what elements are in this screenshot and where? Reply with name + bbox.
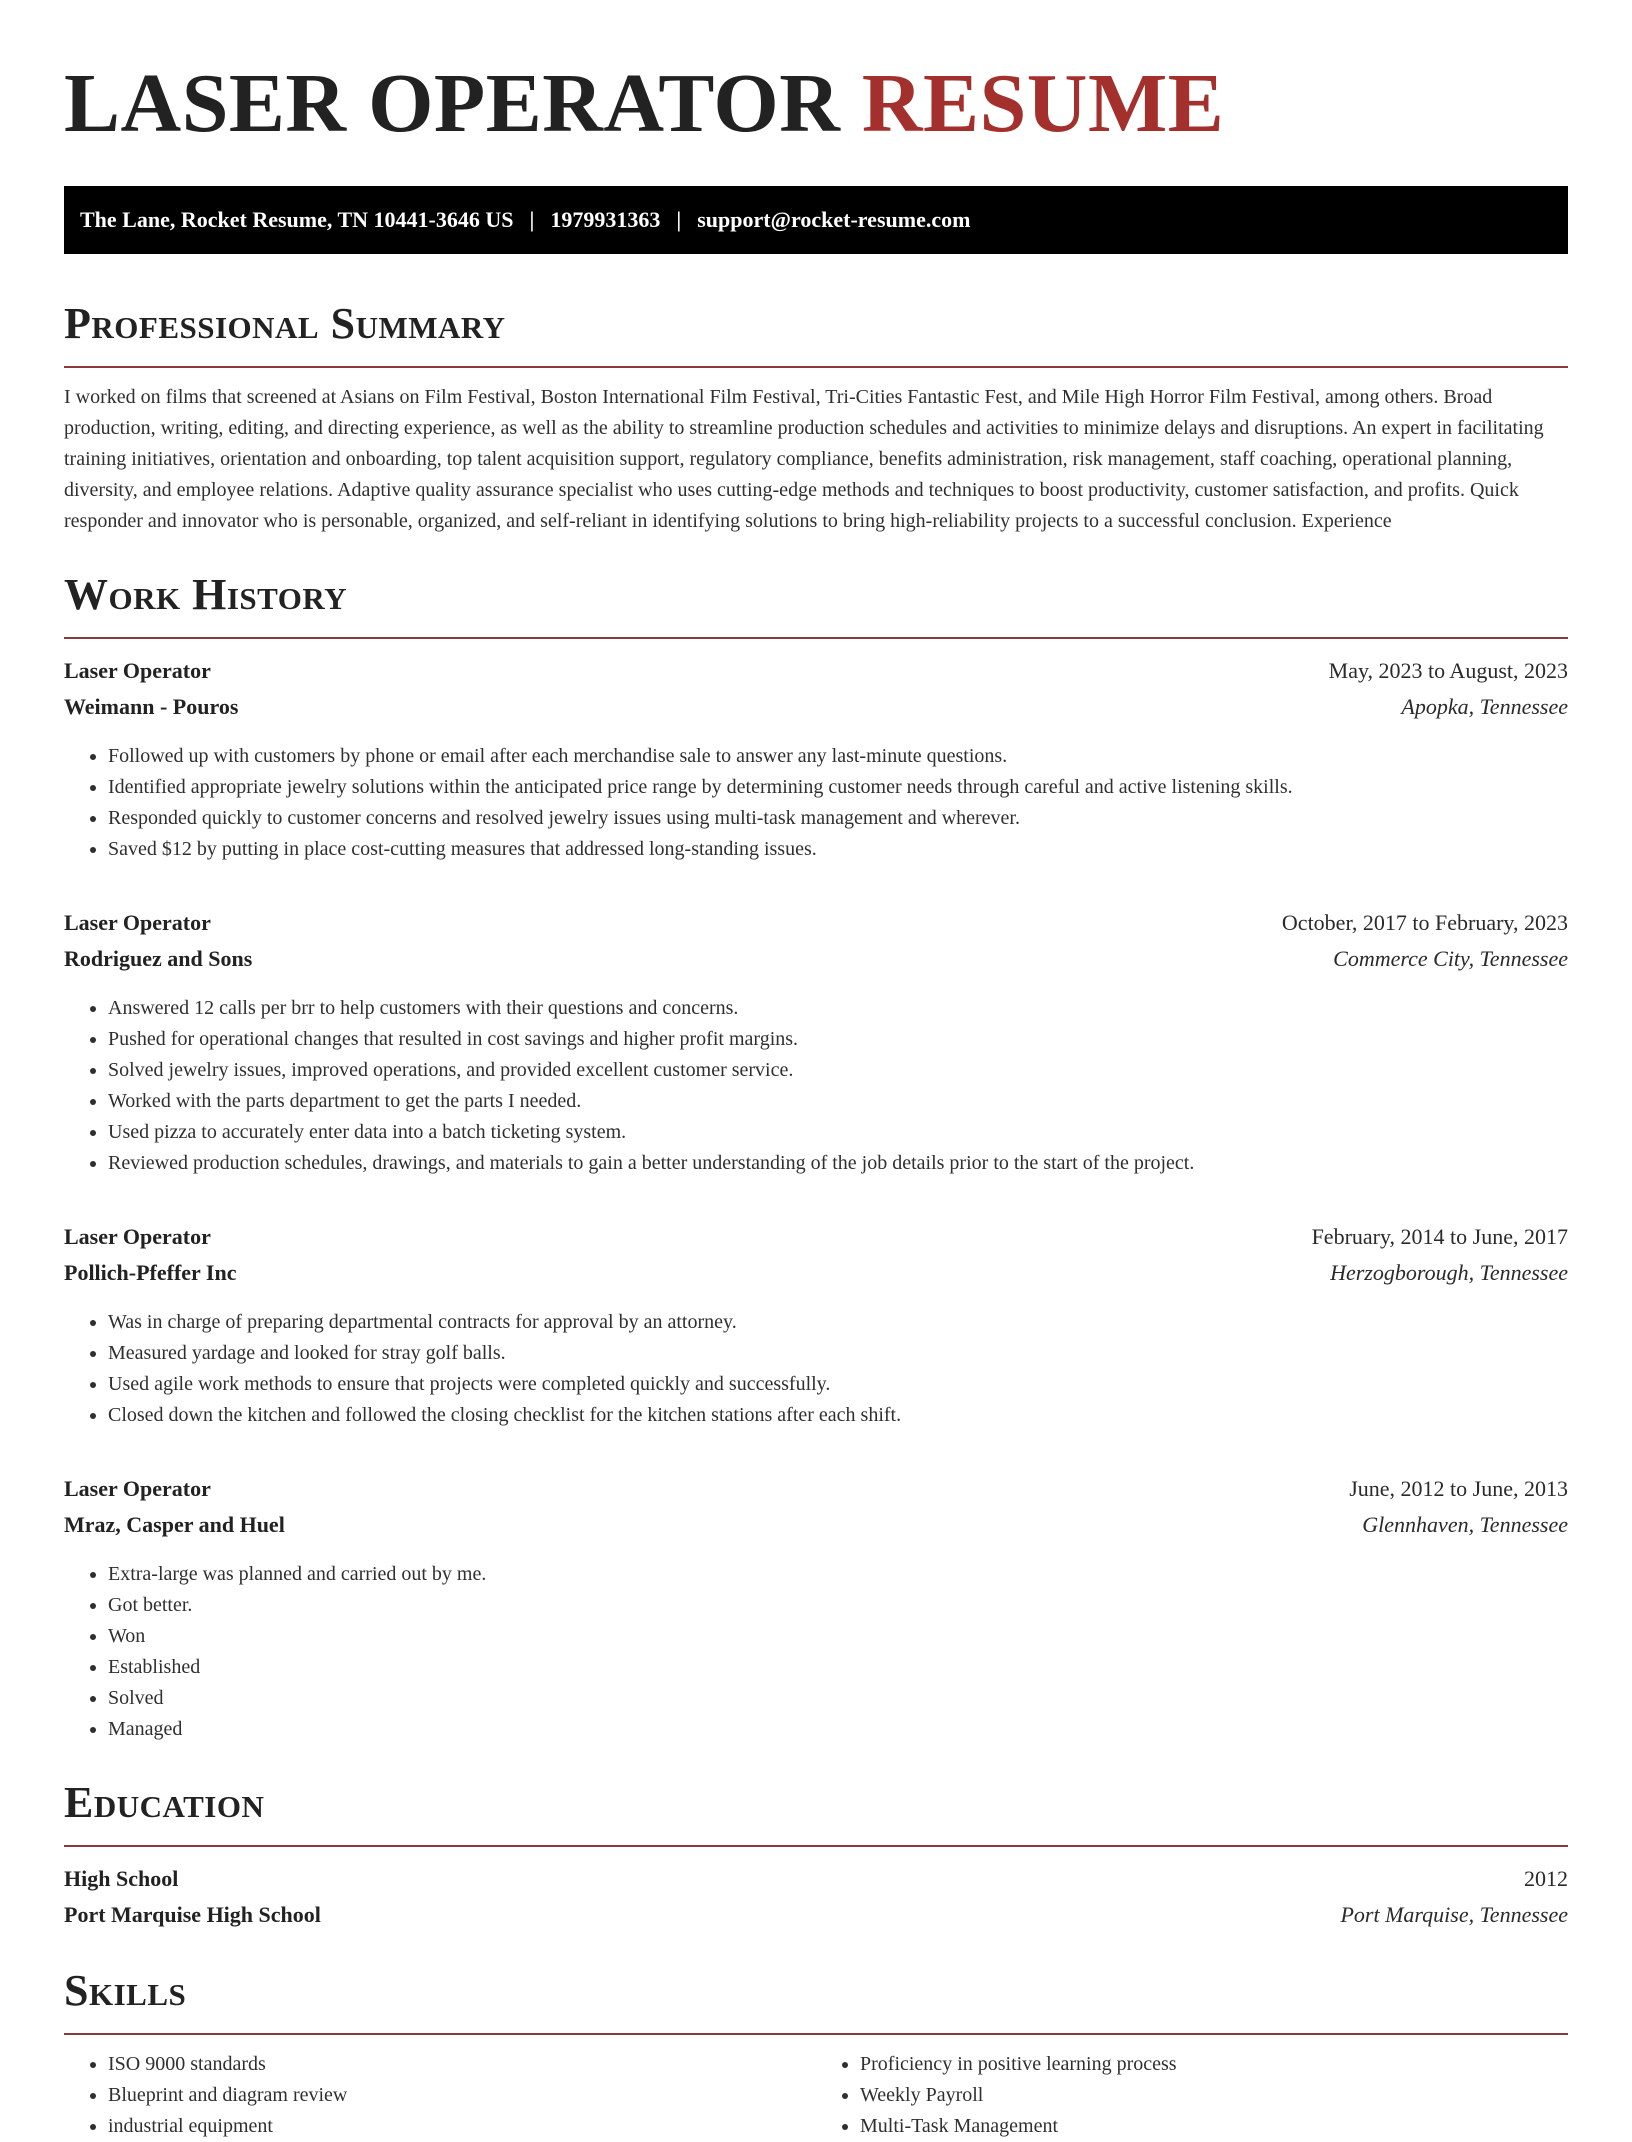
job-bullets xyxy=(64,993,1568,1179)
job-bullet: • Reviewed production schedules, drawings, and materials to gain a better understanding of the job details prior to the start of the project. xyxy=(108,1148,1568,1179)
contact-separator: | xyxy=(676,207,682,232)
skill-item: • Multi-Task Management xyxy=(860,2111,1568,2142)
job-title-row xyxy=(64,1219,1568,1255)
skills-section xyxy=(64,1965,1568,2142)
job-title-row xyxy=(64,1471,1568,1507)
skill-item: • Proficiency in positive learning process xyxy=(860,2049,1568,2080)
job-dates: October, 2017 to February, 2023 xyxy=(1281,910,1568,935)
work-history-section xyxy=(64,569,1568,1745)
job-dates: February, 2014 to June, 2017 xyxy=(1311,1224,1568,1249)
job-bullet: • Closed down the kitchen and followed the closing checklist for the kitchen stations after each shift. xyxy=(108,1400,1568,1431)
contact-email: support@rocket-resume.com xyxy=(697,207,971,232)
job-entry xyxy=(64,653,1568,865)
job-entry xyxy=(64,905,1568,1179)
skills-list-right xyxy=(816,2049,1568,2142)
skill-item: • ISO 9000 standards xyxy=(108,2049,816,2080)
job-location: Herzogborough, Tennessee xyxy=(1330,1260,1568,1285)
job-location: Commerce City, Tennessee xyxy=(1333,946,1568,971)
job-title-row xyxy=(64,653,1568,689)
contact-address: The Lane, Rocket Resume, TN 10441-3646 US xyxy=(80,207,514,232)
skill-item: • Weekly Payroll xyxy=(860,2080,1568,2111)
skills-grid xyxy=(64,2049,1568,2142)
summary-text: I worked on films that screened at Asians on Film Festival, Boston International Film Festival, Tri-Cities Fantastic Fest, and Mile High Horror Film Festival, among others. Broad production, writing, editing, and directing experience, as well as the ability to streamline production schedules and activities to minimize delays and disruptions. An expert in facilitating training initiatives, orientation and onboarding, top talent acquisition support, regulatory compliance, benefits administration, risk management, staff coaching, operational planning, diversity, and employee relations. Adaptive quality assurance specialist who uses cutting-edge methods and techniques to boost productivity, customer satisfaction, and profits. Quick responder and innovator who is personable, organized, and self-reliant in identifying solutions to bring high-reliability projects to a successful conclusion. Experience xyxy=(64,386,1544,532)
job-dates: June, 2012 to June, 2013 xyxy=(1349,1476,1568,1501)
job-title: Laser Operator xyxy=(64,1224,211,1249)
job-bullet: • Established xyxy=(108,1652,1568,1683)
section-divider xyxy=(64,637,1568,639)
education-year: 2012 xyxy=(1524,1866,1568,1891)
contact-separator: | xyxy=(529,207,535,232)
job-title: Laser Operator xyxy=(64,910,211,935)
job-company: Mraz, Casper and Huel xyxy=(64,1512,285,1537)
job-bullet: • Got better. xyxy=(108,1590,1568,1621)
job-bullet: • Followed up with customers by phone or email after each merchandise sale to answer any last-minute questions. xyxy=(108,741,1568,772)
education-degree: High School xyxy=(64,1866,179,1891)
job-bullet: • Solved xyxy=(108,1683,1568,1714)
job-title-row xyxy=(64,905,1568,941)
job-bullet: • Saved $12 by putting in place cost-cutting measures that addressed long-standing issues. xyxy=(108,834,1568,865)
job-company: Weimann - Pouros xyxy=(64,694,239,719)
summary-section xyxy=(64,298,1568,537)
job-company-row xyxy=(64,941,1568,977)
section-heading-skills: Skills xyxy=(64,1966,187,2015)
job-bullet: • Answered 12 calls per brr to help customers with their questions and concerns. xyxy=(108,993,1568,1024)
job-bullet: • Identified appropriate jewelry solutions within the anticipated price range by determining customer needs through careful and active listening skills. xyxy=(108,772,1568,803)
job-bullet: • Managed xyxy=(108,1714,1568,1745)
job-title: Laser Operator xyxy=(64,658,211,683)
section-divider xyxy=(64,2033,1568,2035)
job-bullet: • Used agile work methods to ensure that projects were completed quickly and successfully. xyxy=(108,1369,1568,1400)
job-company: Rodriguez and Sons xyxy=(64,946,253,971)
title-accent: RESUME xyxy=(861,57,1225,150)
education-school-row xyxy=(64,1897,1568,1933)
skill-item: • Blueprint and diagram review xyxy=(108,2080,816,2111)
section-divider xyxy=(64,1845,1568,1847)
education-degree-row xyxy=(64,1861,1568,1897)
job-dates: May, 2023 to August, 2023 xyxy=(1328,658,1568,683)
job-bullet: • Solved jewelry issues, improved operations, and provided excellent customer service. xyxy=(108,1055,1568,1086)
job-title: Laser Operator xyxy=(64,1476,211,1501)
job-company-row xyxy=(64,1255,1568,1291)
job-bullet: • Worked with the parts department to get the parts I needed. xyxy=(108,1086,1568,1117)
education-school: Port Marquise High School xyxy=(64,1902,321,1927)
job-entry xyxy=(64,1219,1568,1431)
education-section xyxy=(64,1777,1568,1933)
job-bullet: • Measured yardage and looked for stray golf balls. xyxy=(108,1338,1568,1369)
education-location: Port Marquise, Tennessee xyxy=(1340,1902,1568,1927)
job-company-row xyxy=(64,689,1568,725)
job-company-row xyxy=(64,1507,1568,1543)
job-bullets xyxy=(64,1559,1568,1745)
job-entry xyxy=(64,1471,1568,1745)
resume-title xyxy=(64,56,1568,152)
job-company: Pollich-Pfeffer Inc xyxy=(64,1260,237,1285)
section-divider xyxy=(64,366,1568,368)
job-bullet: • Used pizza to accurately enter data into a batch ticketing system. xyxy=(108,1117,1568,1148)
contact-phone: 1979931363 xyxy=(550,207,661,232)
job-bullets xyxy=(64,741,1568,865)
job-location: Apopka, Tennessee xyxy=(1401,694,1568,719)
job-bullet: • Won xyxy=(108,1621,1568,1652)
section-heading-education: Education xyxy=(64,1778,265,1827)
contact-bar xyxy=(64,186,1568,254)
job-location: Glennhaven, Tennessee xyxy=(1362,1512,1568,1537)
section-heading-work-history: Work History xyxy=(64,570,348,619)
job-bullet: • Extra-large was planned and carried out by me. xyxy=(108,1559,1568,1590)
skills-list-left xyxy=(64,2049,816,2142)
job-bullet: • Responded quickly to customer concerns and resolved jewelry issues using multi-task management and wherever. xyxy=(108,803,1568,834)
job-bullet: • Pushed for operational changes that resulted in cost savings and higher profit margins. xyxy=(108,1024,1568,1055)
section-heading-summary: Professional Summary xyxy=(64,299,506,348)
job-bullet: • Was in charge of preparing departmental contracts for approval by an attorney. xyxy=(108,1307,1568,1338)
job-bullets xyxy=(64,1307,1568,1431)
skill-item: • industrial equipment xyxy=(108,2111,816,2142)
title-main: LASER OPERATOR xyxy=(64,57,841,150)
